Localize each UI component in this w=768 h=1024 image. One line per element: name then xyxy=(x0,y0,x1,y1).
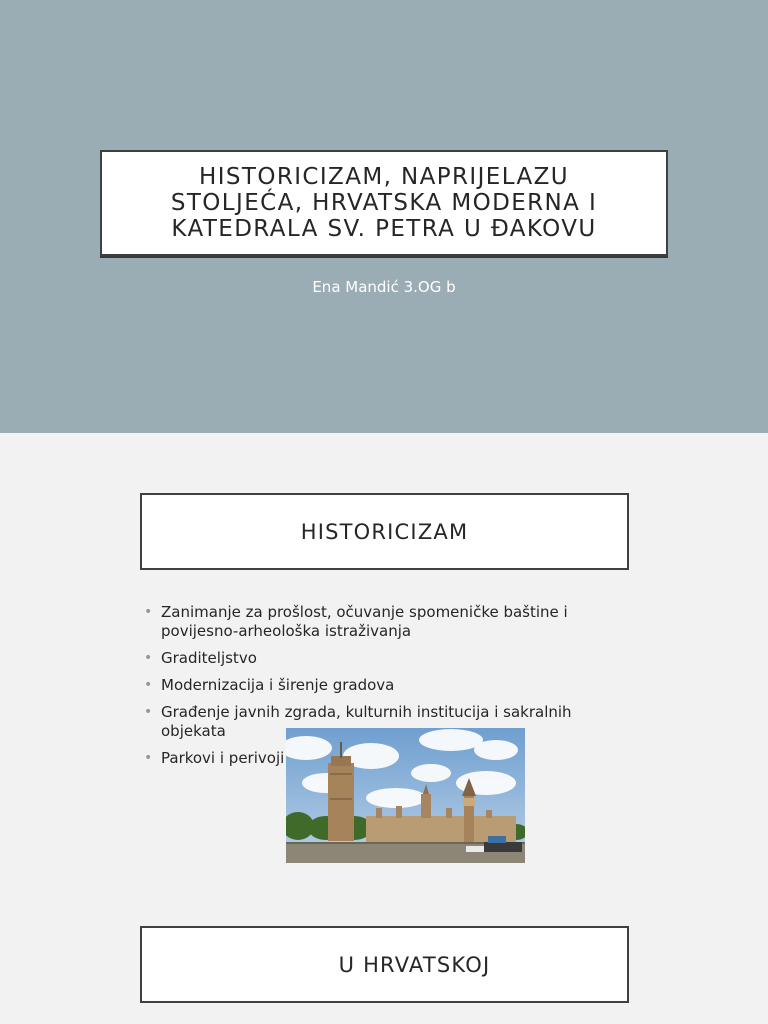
bullet-icon: • xyxy=(144,704,153,720)
photo-illustration xyxy=(286,728,525,863)
list-item-text: Modernizacija i širenje gradova xyxy=(161,676,395,694)
section-heading: HISTORICIZAM xyxy=(300,519,469,544)
list-item xyxy=(144,676,614,695)
list-item-text: povijesno-arheološka istraživanja xyxy=(161,622,412,640)
westminster-photo xyxy=(286,728,525,863)
list-item-text: Parkovi i perivoji xyxy=(161,749,285,767)
title-line-1: HISTORICIZAM, NAPRIJELAZU xyxy=(199,164,569,190)
slide-title xyxy=(171,164,597,242)
section-heading: U HRVATSKOJ xyxy=(338,952,491,977)
list-item xyxy=(144,603,614,641)
title-box xyxy=(100,150,668,256)
list-item-text: objekata xyxy=(161,722,226,740)
list-item-text: Građenje javnih zgrada, kulturnih institucija i sakralnih xyxy=(161,703,572,721)
list-item-text: Graditeljstvo xyxy=(161,649,257,667)
list-item xyxy=(144,649,614,668)
list-item-text: Zanimanje za prošlost, očuvanje spomeničke baštine i xyxy=(161,603,568,621)
title-line-2: STOLJEĆA, HRVATSKA MODERNA I xyxy=(170,190,598,216)
bullet-icon: • xyxy=(144,750,153,766)
slide-subtitle: Ena Mandić 3.OG b xyxy=(312,278,456,296)
bullet-icon: • xyxy=(144,650,153,666)
bullet-icon: • xyxy=(144,677,153,693)
bullet-icon: • xyxy=(144,604,153,620)
title-slide xyxy=(0,0,768,433)
heading-box-historicizam xyxy=(140,493,629,570)
title-line-3: KATEDRALA SV. PETRA U ĐAKOVU xyxy=(171,216,597,242)
heading-box-u-hrvatskoj xyxy=(140,926,629,1003)
